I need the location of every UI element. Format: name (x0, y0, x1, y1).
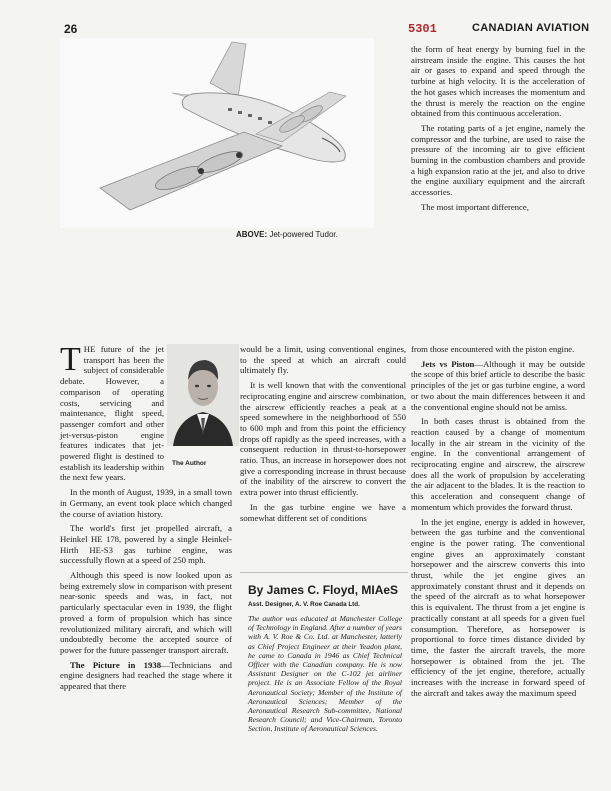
caption-text: Jet-powered Tudor. (269, 230, 338, 239)
paragraph: In the jet engine, energy is added in however, between the gas turbine and the conventional engine is the power rating. The conventional engine gives an approximately constant horsepower and the airscrew converts this into thrust, while the jet engine gives an approximately constant thrust and it depends on the speed of the aircraft as to what horsepower this is equivalent. The thrust from a jet engine is practically constant at all speeds for a given fuel consumption. Therefore, as horsepower is proportional to force times distance divided by time, the faster the aircraft travels, the more horsepower is obtained from the jet. The efficiency of the jet engine, therefore, actually increases with the increase in forward speed of the aircraft and takes away the maximum speed (411, 516, 585, 698)
author-byline-box (240, 572, 408, 781)
author-bio: The author was educated at Manchester College of Technology in England. After a number of years with A. V. Roe & Co. Ltd. at Manchester, latterly as Chief Project Engineer at their Yeadon plant, he came to Canada in 1946 as Chief Technical Officer with the Canadian company. He is now Assistant Designer on the C-102 jet airliner project. He is an Associate Fellow of the Royal Aeronautical Society; Member of the Institute of Aeronautical Sciences; Member of the Aeronautical Research Sub-committee, National Research Council; and Vice-Chairman, Toronto Section, Institute of Aeronautical Sciences. (248, 614, 402, 734)
article-column-3 (411, 344, 585, 703)
paragraph (60, 660, 232, 692)
paragraph: from those encountered with the piston engine. (411, 344, 575, 354)
paragraph-text: —Although it may be outside the scope of this brief article to describe the basic principles of the jet or gas turbine engine, a word or two about the main differences between it and the conventional engine should not be amiss. (411, 358, 585, 412)
subhead: The Picture in 1938 (70, 659, 162, 670)
top-right-column (411, 44, 585, 217)
photo-caption (236, 230, 338, 239)
paragraph: The rotating parts of a jet engine, namely the compressor and the turbine, are used to raise the pressure of the incoming air to give efficient burning in the combustion chambers and provide a high expansion ratio at the jet, and also to drive the engine auxiliary equipment and the aircraft accessories. (411, 122, 585, 198)
drop-cap: T (60, 341, 81, 378)
paragraph (411, 359, 585, 413)
paragraph: It is well known that with the conventional reciprocating engine and airscrew combination, the airscrew efficiently reaches a peak at a speed somewhere in the neighborhood of 550 to 600 mph and from this point the efficiency drops off rapidly as the speed increases, with a consequent reduction in thrust-to-horsepower ratio. Thus, an increase in horsepower does not give a corresponding increase in thrust because of the inability of the airscrew to convert the extra power into thrust efficiently. (240, 380, 406, 498)
author-title: Asst. Designer, A. V. Roe Canada Ltd. (248, 601, 360, 608)
aircraft-photo (60, 38, 374, 228)
paragraph: The world's first jet propelled aircraft, a Heinkel HE 178, powered by a single Heinkel-Hirth HE-S3 gas turbine engine, was successfully flown at a speed of 250 mph. (60, 523, 232, 566)
article-column-2 (240, 344, 406, 527)
paragraph: the form of heat energy by burning fuel in the airstream inside the engine. This causes the hot air or gases to expand and speed through the turbine at high velocity. It is the acceleration of the hot gases which increases the momentum and the thrust is merely the reaction on the engine obtained from this continuous acceleration. (411, 44, 585, 119)
paragraph-text: —Technicians and engine designers had reached the stage where it appeared that there (60, 659, 232, 692)
author-photo (167, 344, 239, 446)
paragraph: In the gas turbine engine we have a somewhat different set of conditions (240, 501, 406, 523)
publication-title: CANADIAN AVIATION (472, 22, 590, 34)
stamp-number: 5301 (408, 22, 437, 36)
paragraph: In both cases thrust is obtained from the reaction caused by a change of momentum locally in the air stream in the vicinity of the engine. In the conventional arrangement of reciprocating engine and airscrew, the airscrew does all the work of propulsion by accelerating the air adjacent to the blades. It is the reaction to this acceleration and consequent change of momentum which provides the forward thrust. (411, 416, 585, 512)
author-byline: By James C. Floyd, MIAeS (248, 583, 399, 597)
paragraph: The most important difference, (421, 201, 529, 212)
page-number: 26 (64, 22, 78, 36)
lead-text-narrow: HE future of the jet transport has been the subject of considerable debate. However, a comparison of operating costs, servicing and maintenance, flight speed, passenger comfort and other jet-versus-piston engine features indicates that jet-powered flight is destined to establish its leadership within the next few years. (60, 344, 164, 483)
paragraph: Although this speed is now looked upon as being extremely slow in comparison with present near-sonic speeds and was, in fact, not particularly spectacular even in 1939, the flight proved a form of propulsion which has since revolutionized military aircraft, and which will undoubtedly become the accepted source of power for the future passenger transport aircraft. (60, 570, 232, 655)
paragraph: In the month of August, 1939, in a small town in Germany, an event took place which changed the course of aviation history. (60, 487, 232, 519)
paragraph: would be a limit, using conventional engines, to the speed at which an aircraft could ultimately fly. (240, 344, 406, 376)
author-caption: The Author (172, 460, 207, 467)
caption-label: ABOVE: (236, 230, 268, 239)
subhead: Jets vs Piston (421, 358, 475, 369)
